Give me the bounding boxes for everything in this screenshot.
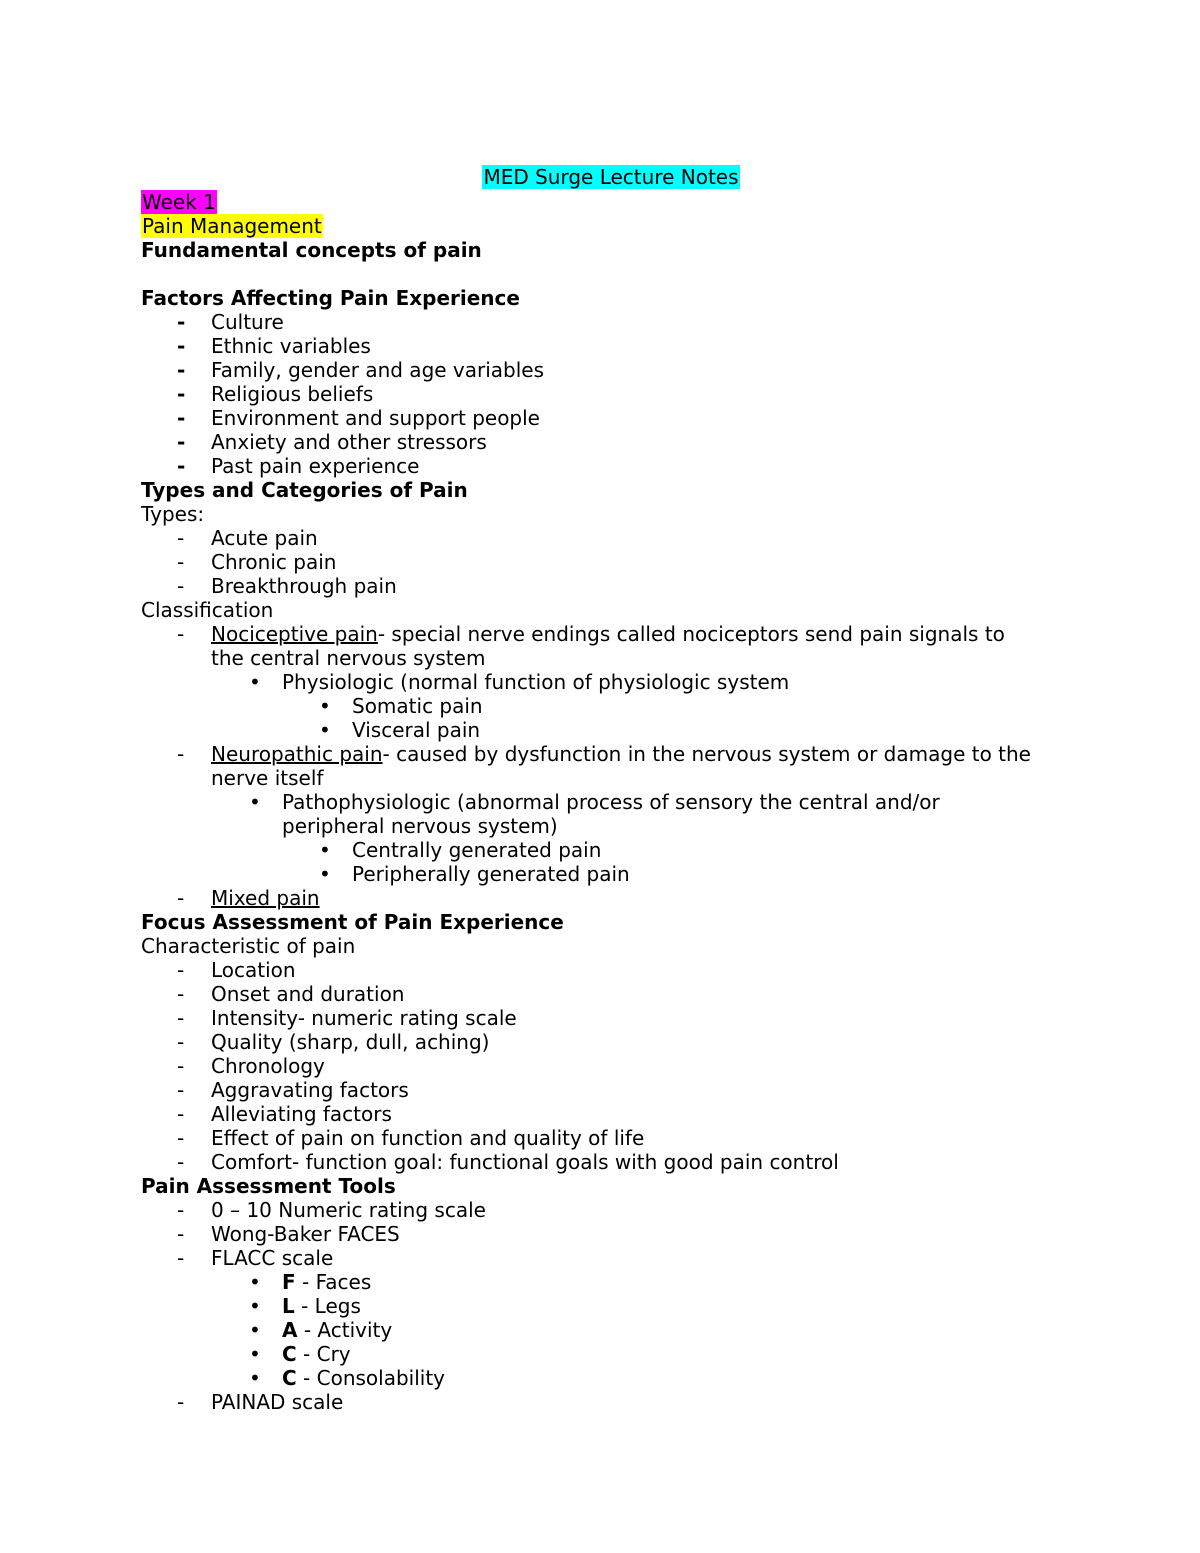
list-item: • Pathophysiologic (abnormal process of sensory the central and/or: [249, 790, 940, 814]
blank-line: [141, 262, 1081, 286]
document-title: MED Surge Lecture Notes: [483, 165, 739, 189]
bullet-marker: •: [249, 1270, 261, 1294]
bullet-marker: •: [249, 790, 261, 814]
dash-marker: -: [177, 358, 186, 382]
list-item: - Environment and support people: [177, 406, 540, 430]
week-label: Week 1: [142, 190, 216, 214]
dash-marker: -: [177, 1126, 185, 1150]
notes-content: [141, 164, 1081, 1414]
list-item: - Comfort- function goal: functional goals with good pain control: [177, 1150, 839, 1174]
dash-marker: -: [177, 1390, 185, 1414]
dash-marker: -: [177, 1006, 185, 1030]
dash-marker: -: [177, 1198, 185, 1222]
focus-label: Characteristic of pain: [141, 934, 356, 958]
dash-marker: -: [177, 886, 185, 910]
focus-heading: Focus Assessment of Pain Experience: [141, 910, 564, 934]
bullet-marker: •: [249, 670, 261, 694]
list-item: - Location: [177, 958, 296, 982]
neuropathic-term: Neuropathic pain: [211, 742, 383, 766]
bullet-marker: •: [319, 694, 331, 718]
flacc-item: • A - Activity: [249, 1318, 393, 1342]
types-heading: Types and Categories of Pain: [141, 478, 468, 502]
list-item: • Peripherally generated pain: [319, 862, 630, 886]
tools-heading: Pain Assessment Tools: [141, 1174, 396, 1198]
list-item: • Visceral pain: [319, 718, 481, 742]
bullet-marker: •: [319, 862, 331, 886]
dash-marker: -: [177, 1222, 185, 1246]
list-item-neuropathic: - Neuropathic pain- caused by dysfunction in the nervous system or damage to the: [177, 742, 1031, 766]
dash-marker: -: [177, 334, 186, 358]
dash-marker: -: [177, 982, 185, 1006]
dash-marker: -: [177, 742, 185, 766]
list-item: - Anxiety and other stressors: [177, 430, 487, 454]
list-item: - Religious beliefs: [177, 382, 374, 406]
dash-marker: -: [177, 1030, 185, 1054]
flacc-item: • F - Faces: [249, 1270, 372, 1294]
list-item-nociceptive: - Nociceptive pain- special nerve endings called nociceptors send pain signals to: [177, 622, 1005, 646]
dash-marker: -: [177, 1054, 185, 1078]
title-line: [141, 164, 1081, 190]
list-item: • Physiologic (normal function of physiologic system: [249, 670, 790, 694]
dash-marker: -: [177, 1102, 185, 1126]
list-item: - Aggravating factors: [177, 1078, 409, 1102]
dash-marker: -: [177, 574, 185, 598]
list-item: - Family, gender and age variables: [177, 358, 545, 382]
dash-marker: -: [177, 310, 186, 334]
dash-marker: -: [177, 622, 185, 646]
list-item-continuation: peripheral nervous system): [282, 814, 558, 838]
nociceptive-term: Nociceptive pain: [211, 622, 378, 646]
topic-heading: Pain Management: [142, 214, 322, 238]
list-item-continuation: nerve itself: [211, 766, 324, 790]
bullet-marker: •: [319, 838, 331, 862]
list-item: - FLACC scale: [177, 1246, 334, 1270]
bullet-marker: •: [319, 718, 331, 742]
fundamental-heading: Fundamental concepts of pain: [141, 238, 482, 262]
dash-marker: -: [177, 958, 185, 982]
list-item: - Chronology: [177, 1054, 325, 1078]
flacc-item: • L - Legs: [249, 1294, 361, 1318]
dash-marker: -: [177, 430, 186, 454]
list-item: • Somatic pain: [319, 694, 483, 718]
dash-marker: -: [177, 550, 185, 574]
list-item: - Ethnic variables: [177, 334, 371, 358]
dash-marker: -: [177, 1150, 185, 1174]
factors-heading: Factors Affecting Pain Experience: [141, 286, 520, 310]
list-item: - Breakthrough pain: [177, 574, 397, 598]
types-label: Types:: [141, 502, 205, 526]
dash-marker: -: [177, 454, 186, 478]
list-item-mixed: - Mixed pain: [177, 886, 320, 910]
list-item: - Effect of pain on function and quality of life: [177, 1126, 645, 1150]
list-item: • Centrally generated pain: [319, 838, 602, 862]
list-item: - PAINAD scale: [177, 1390, 344, 1414]
list-item: - Wong-Baker FACES: [177, 1222, 400, 1246]
bullet-marker: •: [249, 1342, 261, 1366]
list-item: - 0 – 10 Numeric rating scale: [177, 1198, 486, 1222]
list-item: - Quality (sharp, dull, aching): [177, 1030, 490, 1054]
dash-marker: -: [177, 382, 186, 406]
flacc-item: • C - Cry: [249, 1342, 351, 1366]
classification-label: Classification: [141, 598, 274, 622]
dash-marker: -: [177, 526, 185, 550]
dash-marker: -: [177, 1246, 185, 1270]
bullet-marker: •: [249, 1366, 261, 1390]
list-item: - Chronic pain: [177, 550, 337, 574]
list-item: - Acute pain: [177, 526, 318, 550]
bullet-marker: •: [249, 1294, 261, 1318]
list-item-continuation: the central nervous system: [211, 646, 486, 670]
list-item: - Intensity- numeric rating scale: [177, 1006, 517, 1030]
dash-marker: -: [177, 406, 186, 430]
bullet-marker: •: [249, 1318, 261, 1342]
dash-marker: -: [177, 1078, 185, 1102]
list-item: - Culture: [177, 310, 284, 334]
list-item: - Alleviating factors: [177, 1102, 392, 1126]
list-item: - Onset and duration: [177, 982, 405, 1006]
flacc-item: • C - Consolability: [249, 1366, 446, 1390]
list-item: - Past pain experience: [177, 454, 420, 478]
